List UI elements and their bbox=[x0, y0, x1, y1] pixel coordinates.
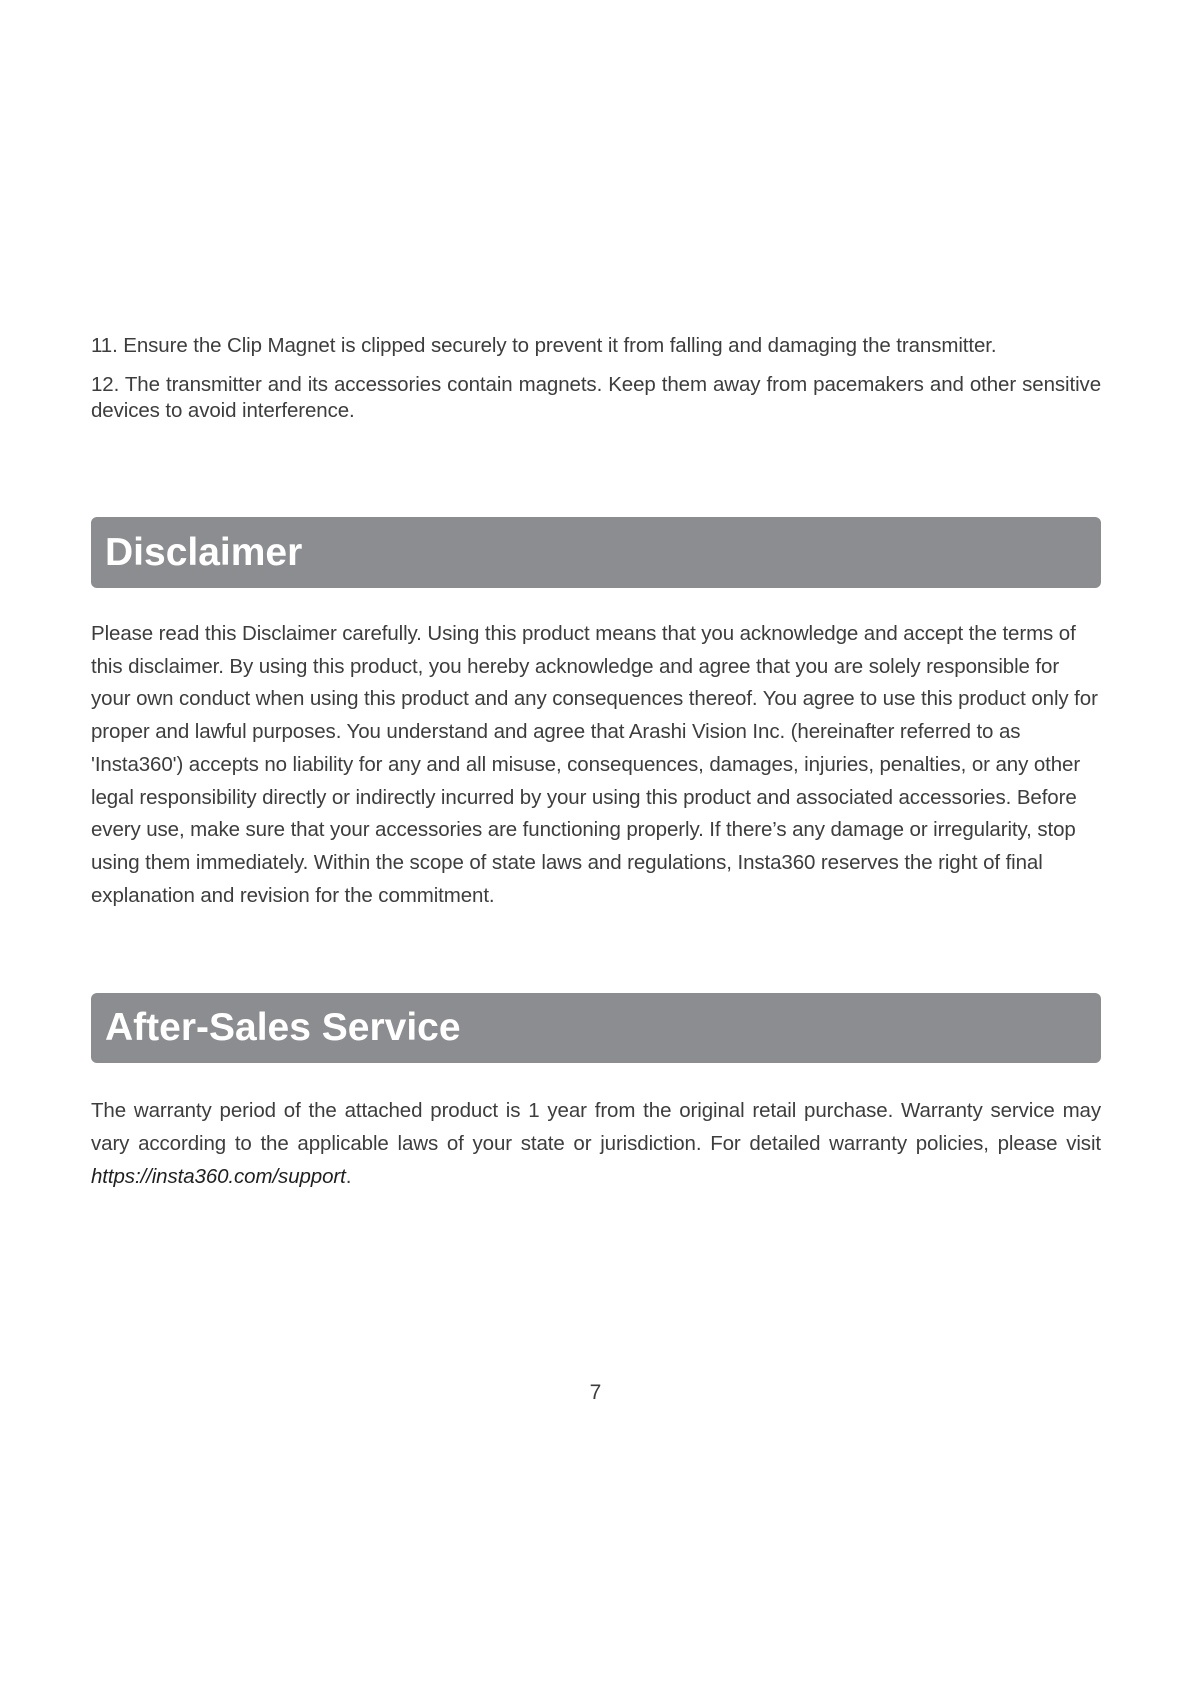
support-link[interactable]: https://insta360.com/support bbox=[91, 1165, 346, 1188]
safety-item-11: 11. Ensure the Clip Magnet is clipped securely to prevent it from falling and damaging the transmitter. bbox=[91, 334, 997, 357]
after-sales-body bbox=[91, 1094, 1101, 1193]
safety-list bbox=[91, 333, 1101, 437]
safety-item-12: 12. The transmitter and its accessories contain magnets. Keep them away from pacemakers and other sensitive devices to avoid interference. bbox=[91, 373, 1101, 422]
page-number: 7 bbox=[589, 1381, 602, 1404]
disclaimer-header bbox=[91, 517, 1101, 588]
disclaimer-title: Disclaimer bbox=[105, 530, 303, 574]
after-sales-header bbox=[91, 993, 1101, 1063]
after-sales-title: After-Sales Service bbox=[105, 1006, 461, 1049]
after-sales-body-text: The warranty period of the attached product is 1 year from the original retail purchase. Warranty service may vary according to the applicable laws of your state or jurisdiction. For detailed warranty policies, please visit bbox=[91, 1099, 1101, 1155]
after-sales-body-end: . bbox=[345, 1165, 352, 1188]
disclaimer-body: Please read this Disclaimer carefully. Using this product means that you acknowledge and accept the terms of this disclaimer. By using this product, you hereby acknowledge and agree that you are solely responsible for your own conduct when using this product and any consequences thereof. You agree to use this product only for proper and lawful purposes. You understand and agree that Arashi Vision Inc. (hereinafter referred to as 'Insta360') accepts no liability for any and all misuse, consequences, damages, injuries, penalties, or any other legal responsibility directly or indirectly incurred by your using this product and associated accessories. Before every use, make sure that your accessories are functioning properly. If there’s any damage or irregularity, stop using them immediately. Within the scope of state laws and regulations, Insta360 reserves the right of final explanation and revision for the commitment. bbox=[91, 622, 1098, 907]
